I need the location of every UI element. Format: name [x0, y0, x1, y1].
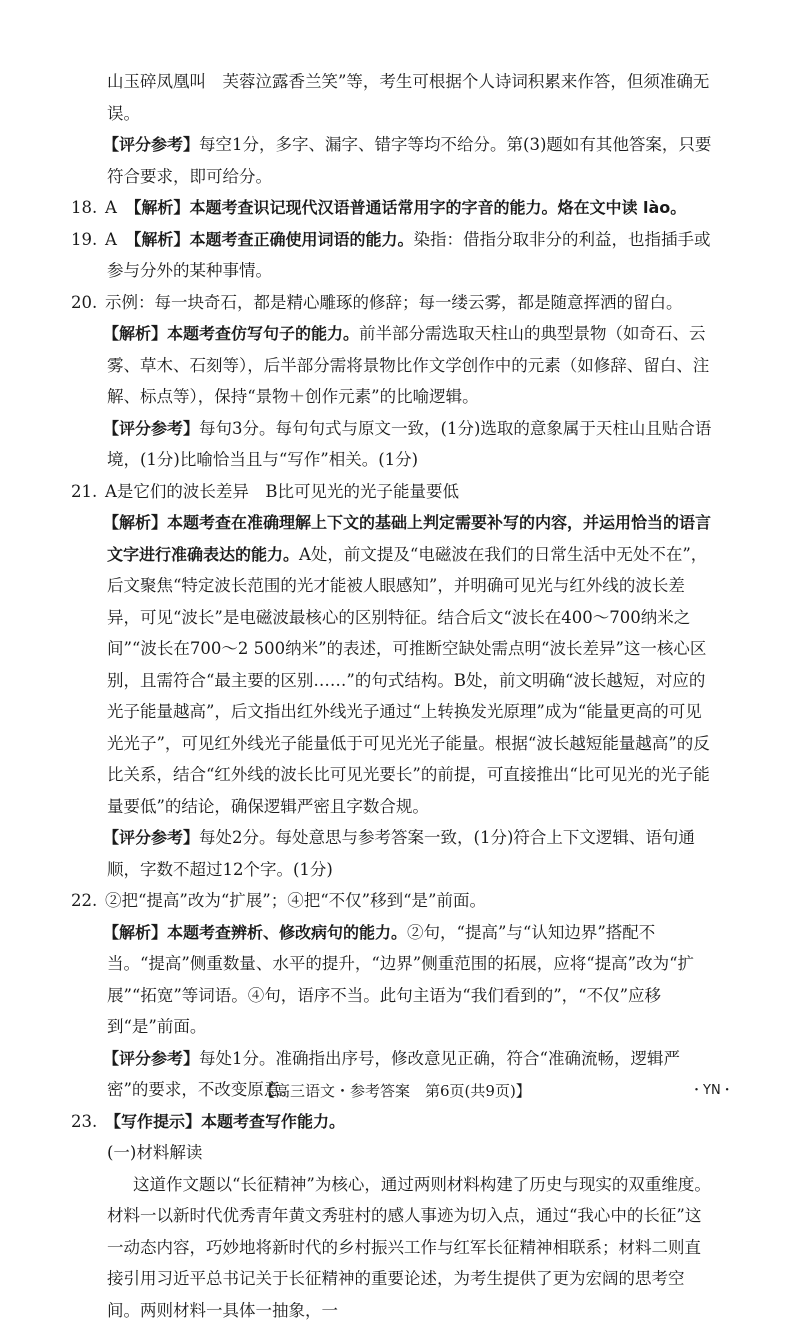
scoring-text: 每处2分。每处意思与参考答案一致，(1分)符合上下文逻辑、语句通顺，字数不超过12个字。(1分) — [107, 828, 695, 879]
answer-text: ②把“提高”改为“扩展”；④把“不仅”移到“是”前面。 — [105, 891, 486, 910]
q21-analysis — [0, 507, 800, 822]
analysis-text: 本题考查识记现代汉语普通话常用字的字音的能力。烙在文中读 lào。 — [189, 198, 686, 217]
question-20 — [0, 287, 800, 319]
analysis-tag: 【解析】 — [133, 198, 189, 217]
analysis-text: A处，前文提及“电磁波在我们的日常生活中无处不在”，后文聚焦“特定波长范围的光才能被人眼感知”，并明确可见光与红外线的波长差异，可见“波长”是电磁波最核心的区别特征。结合后文“波长在400～700纳米之间”“波长在700～2 500纳米”的表述，可推断空缺处需点明“波长差异”这一核心区别，且需符合“最主要的区别……”的句式结构。B处，前文明确“波长越短，对应的光子能量越高”，后文指出红外线光子通过“上转换发光原理”成为“能量更高的可见光光子”，可见红外线光子能量低于可见光光子能量。根据“波长越短能量越高”的反比关系，结合“红外线的波长比可见光要长”的前提，可直接推出“比可见光的光子能量要低”的结论，确保逻辑严密且字数合规。 — [107, 545, 710, 816]
question-21 — [0, 476, 800, 508]
analysis-text: 染指：借指分取非分的利益，也指插手或参与分外的某种事情。 — [107, 230, 710, 281]
footer-page-info: 【高三语文・参考答案 第6页(共9页)】 — [260, 1076, 531, 1106]
writing-tip-tag: 【写作提示】 — [105, 1112, 201, 1131]
q21-scoring — [0, 822, 800, 885]
q17-answer-continuation — [0, 66, 800, 129]
question-number: 19. — [71, 224, 105, 256]
analysis-tag: 【解析】 — [133, 230, 189, 249]
question-18 — [0, 192, 800, 224]
q20-scoring — [0, 413, 800, 476]
analysis-bold: 本题考查在准确理解上下文的基础上判定需要补写的内容，并运用恰当的语言文字进行准确表达的能力。 — [107, 513, 711, 564]
analysis-tag: 【解析】 — [103, 923, 167, 942]
question-23 — [0, 1106, 800, 1138]
analysis-bold: 本题考查辨析、修改病句的能力。 — [167, 923, 407, 942]
text-line: 山玉碎凤凰叫 芙蓉泣露香兰笑”等，考生可根据个人诗词积累来作答，但须准确无误。 — [107, 72, 709, 123]
scoring-text: 每处1分。准确指出序号，修改意见正确，符合“准确流畅，逻辑严密”的要求，不改变原意。 — [107, 1049, 680, 1100]
analysis-text: ②句，“提高”与“认知边界”搭配不当。“提高”侧重数量、水平的提升，“边界”侧重范围的拓展，应将“提高”改为“扩展”“拓宽”等词语。④句，语序不当。此句主语为“我们看到的”，“不仅”应移到“是”前面。 — [107, 923, 694, 1037]
scoring-tag: 【评分参考】 — [103, 419, 199, 438]
scoring-text: 每空1分，多字、漏字、错字等均不给分。第(3)题如有其他答案，只要符合要求，即可给分。 — [107, 135, 711, 186]
question-number: 23. — [71, 1106, 105, 1138]
subheading-text: (一)材料解读 — [107, 1143, 202, 1162]
answer-text: A是它们的波长差异 B比可见光的光子能量要低 — [105, 482, 459, 501]
scoring-tag: 【评分参考】 — [103, 828, 199, 847]
analysis-bold: 本题考查正确使用词语的能力。 — [189, 230, 413, 249]
page-footer — [0, 1076, 800, 1106]
scoring-tag: 【评分参考】 — [103, 1049, 199, 1068]
answer-text: A — [105, 230, 133, 249]
analysis-tag: 【解析】 — [103, 513, 167, 532]
paragraph-text: 这道作文题以“长征精神”为核心，通过两则材料构建了历史与现实的双重维度。材料一以新时代优秀青年黄文秀驻村的感人事迹为切入点，通过“我心中的长征”这一动态内容，巧妙地将新时代的乡村振兴工作与红军长征精神相联系；材料二则直接引用习近平总书记关于长征精神的重要论述，为考生提供了更为宏阔的思考空间。两则材料一具体一抽象，一 — [107, 1175, 711, 1320]
q23-paragraph — [0, 1169, 800, 1326]
analysis-bold: 本题考查仿写句子的能力。 — [167, 324, 359, 343]
question-19 — [0, 224, 800, 287]
q22-analysis — [0, 917, 800, 1043]
analysis-tag: 【解析】 — [103, 324, 167, 343]
answer-text: A — [105, 198, 133, 217]
question-number: 20. — [71, 287, 105, 319]
footer-region-code: ・YN・ — [690, 1076, 734, 1106]
question-number: 21. — [71, 476, 105, 508]
q23-subheading — [0, 1137, 800, 1169]
q20-analysis — [0, 318, 800, 413]
answer-text: 示例：每一块奇石，都是精心雕琢的修辞；每一缕云雾，都是随意挥洒的留白。 — [105, 293, 683, 312]
writing-tip-bold: 本题考查写作能力。 — [201, 1112, 345, 1131]
scoring-text: 每句3分。每句句式与原文一致，(1分)选取的意象属于天柱山且贴合语境，(1分)比喻恰当且与“写作”相关。(1分) — [107, 419, 711, 470]
q17-scoring — [0, 129, 800, 192]
question-number: 18. — [71, 192, 105, 224]
question-22 — [0, 885, 800, 917]
scoring-tag: 【评分参考】 — [103, 135, 199, 154]
question-number: 22. — [71, 885, 105, 917]
analysis-text: 前半部分需选取天柱山的典型景物（如奇石、云雾、草木、石刻等），后半部分需将景物比作文学创作中的元素（如修辞、留白、注解、标点等），保持“景物＋创作元素”的比喻逻辑。 — [107, 324, 709, 406]
answer-content — [0, 66, 800, 1326]
